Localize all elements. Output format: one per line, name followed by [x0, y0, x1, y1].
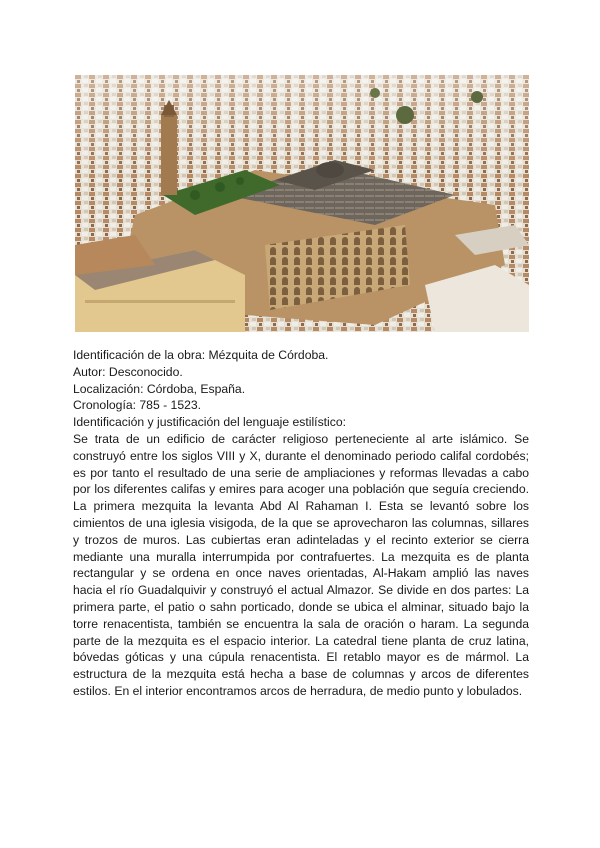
- style-heading: Identificación y justificación del lenguaje estilístico:: [73, 415, 347, 430]
- document-text: [73, 347, 529, 700]
- work-identification: Identificación de la obra: Mézquita de Córdoba.: [73, 348, 329, 362]
- style-description: Se trata de un edificio de carácter religioso perteneciente al arte islámico. Se construyó entre los siglos VIII y X, durante el denominado periodo califal cordobés; es por tanto el resultado de una serie de ampliaciones y reformas llevadas a cabo por los diferentes califas y emires para acoger una población que seguía creciendo. La primera mezquita la levanta Abd Al Rahaman I. Esta se levantó sobre los cimientos de una iglesia visigoda, de la que se aprovecharon las columnas, sillares y trozos de muros. Las cubiertas eran adinteladas y el recinto exterior se cierra mediante una muralla interrumpida por contrafuertes. La mezquita es de planta rectangular y se ordena en once naves orientadas, Al-Hakam amplió las naves hacia el río Guadalquivir y construyó el actual Almazor. Se divide en dos partes: La primera parte, el patio o sahn porticado, donde se ubica el alminar, situado bajo la torre renacentista, también se encuentra la sala de oración o haram. La segunda parte de la mezquita es el espacio interior. La catedral tiene planta de cruz latina, bóvedas góticas y una cúpula renacentista. El retablo mayor es de mármol. La estructura de la mezquita está hecha a base de columnas y arcos de diferentes estilos. En el interior encontramos arcos de herradura, de medio punto y lobulados.: [73, 431, 529, 698]
- work-author: Autor: Desconocido.: [73, 364, 183, 379]
- work-location: Localización: Córdoba, España.: [73, 381, 246, 396]
- work-chronology: Cronología: 785 - 1523.: [73, 398, 202, 413]
- mosque-aerial-photo: [75, 75, 529, 332]
